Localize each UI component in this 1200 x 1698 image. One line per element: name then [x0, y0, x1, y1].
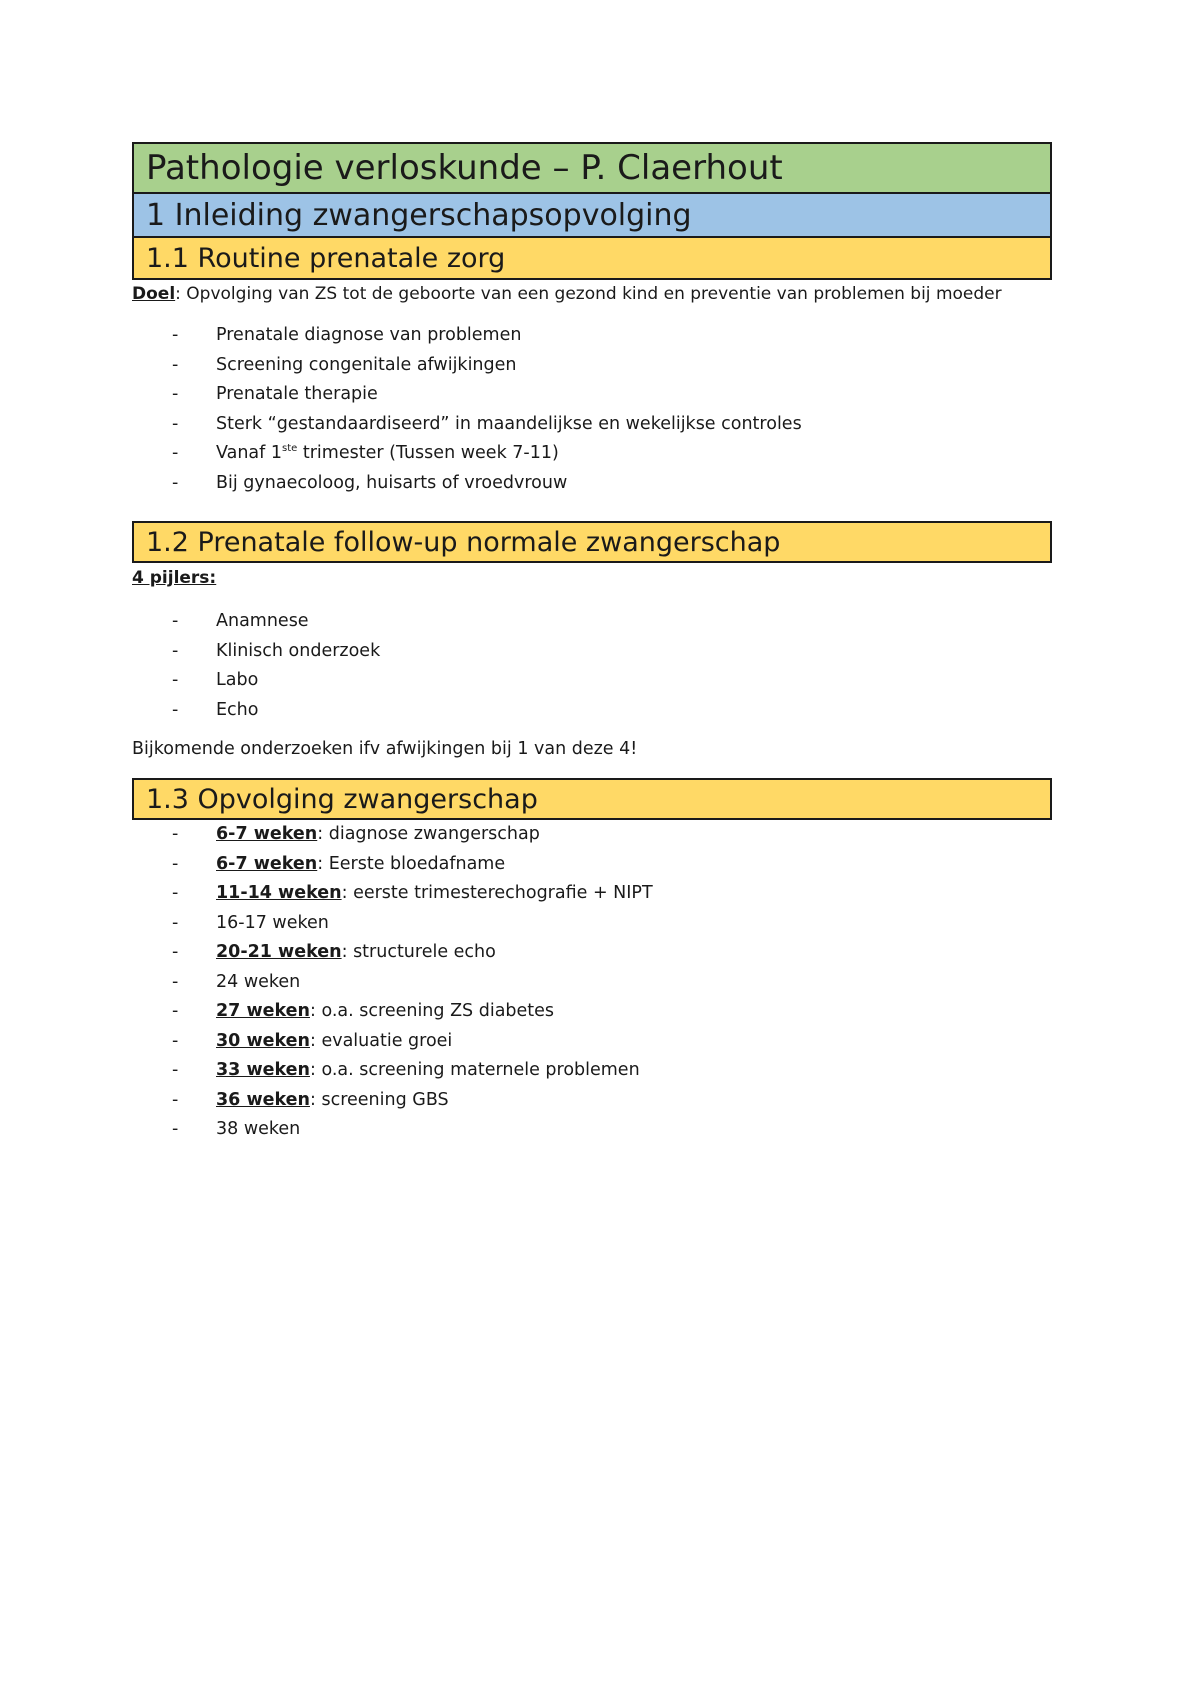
item-text: Eerste bloedafname	[323, 853, 506, 874]
list-item: - Screening congenitale afwijkingen	[132, 351, 1052, 381]
list-item	[132, 909, 1052, 939]
trimester-superscript: ste	[282, 443, 298, 455]
section-heading-1-3: 1.3 Opvolging zwangerschap	[132, 778, 1052, 820]
week-label: 6-7 weken	[216, 853, 318, 874]
section-heading-1-2: 1.2 Prenatale follow-up normale zwangerschap	[132, 521, 1052, 563]
item-text: o.a. screening ZS diabetes	[315, 1001, 555, 1021]
list-item	[132, 997, 1052, 1027]
routine-care-list	[132, 321, 1052, 498]
follow-up-schedule-list	[132, 820, 1052, 1145]
goal-label: Doel	[132, 284, 176, 304]
item-text: 38 weken	[216, 1119, 301, 1139]
list-item: - Prenatale diagnose van problemen	[132, 321, 1052, 351]
list-item	[132, 938, 1052, 968]
list-item	[132, 820, 1052, 850]
list-item: - Sterk “gestandaardiseerd” in maandelijkse en wekelijkse controles	[132, 410, 1052, 440]
separator: :	[309, 1001, 316, 1021]
separator: :	[341, 942, 348, 962]
item-text: eerste trimesterechografie + NIPT	[347, 883, 653, 903]
item-text: screening GBS	[315, 1089, 449, 1110]
trimester-text-start: Vanaf 1	[216, 443, 283, 463]
list-item	[132, 879, 1052, 909]
item-text: o.a. screening maternele problemen	[315, 1060, 640, 1080]
separator: :	[341, 883, 348, 903]
item-text: diagnose zwangerschap	[323, 824, 540, 844]
list-item: - Echo	[132, 696, 1052, 726]
separator: :	[309, 1089, 316, 1110]
list-item	[132, 439, 1052, 469]
list-item: - Prenatale therapie	[132, 380, 1052, 410]
list-item	[132, 968, 1052, 998]
list-item	[132, 1056, 1052, 1086]
list-item	[132, 1086, 1052, 1116]
list-item	[132, 850, 1052, 880]
goal-separator: :	[175, 284, 181, 304]
list-item: - Klinisch onderzoek	[132, 637, 1052, 667]
separator: :	[317, 853, 324, 874]
list-item: - Bij gynaecoloog, huisarts of vroedvrouw	[132, 469, 1052, 499]
week-label: 20-21 weken	[216, 942, 342, 962]
document-title: Pathologie verloskunde – P. Claerhout	[132, 142, 1052, 194]
item-text: 24 weken	[216, 971, 301, 992]
chapter-heading: 1 Inleiding zwangerschapsopvolging	[132, 194, 1052, 238]
item-text: evaluatie groei	[315, 1030, 453, 1051]
section-heading-1-1: 1.1 Routine prenatale zorg	[132, 238, 1052, 280]
list-item: - Labo	[132, 666, 1052, 696]
list-item	[132, 1027, 1052, 1057]
pillars-label-paragraph	[132, 567, 1052, 589]
goal-paragraph	[132, 283, 1052, 305]
week-label: 33 weken	[216, 1060, 310, 1080]
item-text: structurele echo	[347, 942, 496, 962]
trimester-text-end: trimester (Tussen week 7-11)	[297, 443, 559, 463]
week-label: 36 weken	[216, 1089, 310, 1110]
separator: :	[317, 824, 324, 844]
week-label: 6-7 weken	[216, 824, 318, 844]
additional-exams-note: Bijkomende onderzoeken ifv afwijkingen bij 1 van deze 4!	[132, 739, 638, 759]
goal-text: Opvolging van ZS tot de geboorte van een gezond kind en preventie van problemen bij moeder	[180, 284, 1002, 304]
pillars-label: 4 pijlers:	[132, 568, 217, 588]
pillars-list	[132, 607, 1052, 725]
list-item: - Anamnese	[132, 607, 1052, 637]
item-text: 16-17 weken	[216, 912, 329, 933]
week-label: 11-14 weken	[216, 883, 342, 903]
separator: :	[309, 1030, 316, 1051]
week-label: 30 weken	[216, 1030, 310, 1051]
separator: :	[309, 1060, 316, 1080]
week-label: 27 weken	[216, 1001, 310, 1021]
document-page	[132, 142, 1052, 1145]
list-item	[132, 1115, 1052, 1145]
